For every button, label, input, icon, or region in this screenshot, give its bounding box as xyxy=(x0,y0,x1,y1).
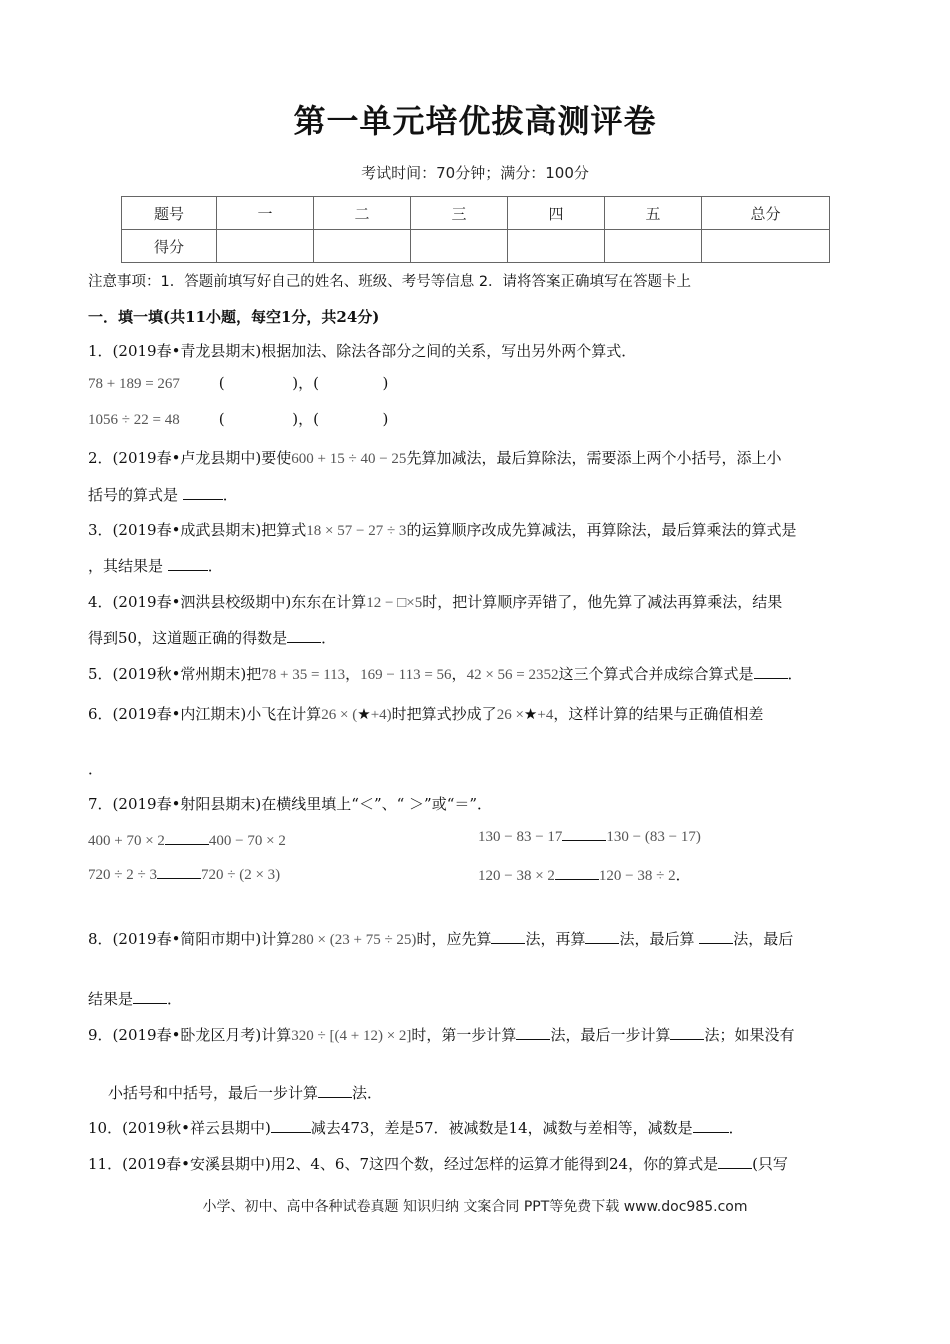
separator: ， xyxy=(451,665,467,683)
exam-info: 考试时间：70分钟；满分：100分 xyxy=(361,164,589,182)
question-end: ． xyxy=(88,760,104,778)
separator: ， xyxy=(345,665,361,683)
paren-close: ) xyxy=(292,374,299,392)
question-3 xyxy=(88,519,796,540)
answer-blank[interactable] xyxy=(287,628,321,643)
question-text: 得到50，这道题正确的得数是 xyxy=(88,629,288,647)
question-text: 括号的算式是 xyxy=(88,486,179,504)
question-end: ． xyxy=(675,866,691,884)
question-11 xyxy=(88,1153,788,1174)
score-header-cell: 四 xyxy=(508,197,605,230)
answer-blank[interactable] xyxy=(491,929,525,944)
question-text: 9．(2019春•卧龙区月考)计算 xyxy=(88,1026,292,1044)
question-text: 法，最后算 xyxy=(619,930,695,948)
answer-blank[interactable] xyxy=(168,556,208,571)
expression: 18 × 57 − 27 ÷ 3 xyxy=(306,523,407,539)
expression: 26 × xyxy=(496,707,524,723)
question-7-right-2 xyxy=(478,864,691,885)
question-text: 3．(2019春•成武县期末)把算式 xyxy=(88,521,307,539)
expression: 169 − 113 = 56 xyxy=(360,667,452,683)
paren-open: ( xyxy=(313,410,319,428)
question-text: 法． xyxy=(352,1084,383,1102)
question-text: 6．(2019春•内江期末)小飞在计算 xyxy=(88,705,322,723)
score-cell[interactable] xyxy=(314,230,411,263)
paren-open: ( xyxy=(218,374,225,392)
expression: +4) xyxy=(370,707,392,723)
question-text: 10．(2019秋•祥云县期中) xyxy=(88,1119,271,1137)
score-table-header-row xyxy=(122,197,830,230)
question-6 xyxy=(88,703,763,724)
question-4-cont xyxy=(88,627,336,648)
question-text: 5．(2019秋•常州期末)把 xyxy=(88,665,262,683)
answer-blank[interactable] xyxy=(699,929,733,944)
score-cell[interactable] xyxy=(217,230,314,263)
paren-open: ( xyxy=(313,374,319,392)
expression: 78 + 35 = 113 xyxy=(261,667,346,683)
question-text: 时，第一步计算 xyxy=(411,1026,517,1044)
question-end: ． xyxy=(321,629,337,647)
question-1-eq1-line xyxy=(88,372,388,393)
score-header-cell: 二 xyxy=(314,197,411,230)
answer-blank[interactable] xyxy=(718,1154,752,1169)
question-10 xyxy=(88,1117,744,1138)
answer-blank[interactable] xyxy=(693,1118,729,1133)
expression: 12 − □×5 xyxy=(366,595,423,611)
question-text: ，其结果是 xyxy=(88,557,164,575)
question-text: 结果是 xyxy=(88,990,134,1008)
question-text: 法，最后一步计算 xyxy=(550,1026,671,1044)
question-text: 时把算式抄成了 xyxy=(391,705,497,723)
question-end: ． xyxy=(222,486,238,504)
score-cell[interactable] xyxy=(508,230,605,263)
expression: 120 − 38 × 2 xyxy=(478,868,555,884)
answer-blank[interactable] xyxy=(754,664,788,679)
section-heading: 一．填一填(共11小题，每空1分，共24分) xyxy=(88,308,380,326)
page-title: 第一单元培优拔高测评卷 xyxy=(293,102,657,140)
question-4 xyxy=(88,591,782,612)
score-cell[interactable] xyxy=(605,230,702,263)
expression: 130 − (83 − 17) xyxy=(606,829,701,845)
expression: 720 ÷ (2 × 3) xyxy=(200,867,281,883)
expression: 400 + 70 × 2 xyxy=(88,833,165,849)
expression: 120 − 38 ÷ 2 xyxy=(598,868,676,884)
question-text: 这三个算式合并成综合算式是 xyxy=(558,665,754,683)
answer-blank[interactable] xyxy=(183,485,223,500)
paren-open: ( xyxy=(218,410,225,428)
question-2 xyxy=(88,447,781,468)
question-8-cont xyxy=(88,988,182,1009)
question-text: 减去473，差是57．被减数是14，减数与差相等，减数是 xyxy=(310,1119,693,1137)
expression: 280 × (23 + 75 ÷ 25) xyxy=(291,932,417,948)
question-7-left-2 xyxy=(88,864,280,884)
answer-blank[interactable] xyxy=(516,1025,550,1040)
question-3-cont xyxy=(88,555,223,576)
answer-blank[interactable] xyxy=(133,989,167,1004)
expression: 26 × ( xyxy=(321,707,358,723)
answer-blank[interactable] xyxy=(670,1025,704,1040)
compare-blank[interactable] xyxy=(157,864,201,879)
score-table-score-row xyxy=(122,230,830,263)
score-header-cell: 题号 xyxy=(122,197,217,230)
paren-close: ) xyxy=(382,374,389,392)
footer-ad: 小学、初中、高中各种试卷真题 知识归纳 文案合同 PPT等免费下载 www.doc985.com xyxy=(202,1199,748,1215)
question-end: ． xyxy=(207,557,223,575)
question-text: 小括号和中括号，最后一步计算 xyxy=(108,1084,319,1102)
score-cell[interactable] xyxy=(411,230,508,263)
question-end: ． xyxy=(167,990,183,1008)
question-text: 2．(2019春•卢龙县期中)要使 xyxy=(88,449,292,467)
question-5 xyxy=(88,663,803,684)
question-text: 法，最后 xyxy=(733,930,794,948)
question-1-eq2-line xyxy=(88,408,388,429)
question-text: 8．(2019春•简阳市期中)计算 xyxy=(88,930,292,948)
score-header-cell: 五 xyxy=(605,197,702,230)
question-7-left-1 xyxy=(88,830,286,850)
expression: 320 ÷ [(4 + 12) × 2] xyxy=(291,1028,412,1044)
expression: 130 − 83 − 17 xyxy=(478,829,563,845)
expression: 720 ÷ 2 ÷ 3 xyxy=(88,867,157,883)
question-text: 先算加减法，最后算除法，需要添上两个小括号，添上小 xyxy=(406,449,782,467)
question-1: 1．(2019春•青龙县期末)根据加法、除法各部分之间的关系，写出另外两个算式． xyxy=(88,342,637,360)
question-text: 时，把计算顺序弄错了，他先算了减法再算乘法，结果 xyxy=(422,593,783,611)
question-end: ． xyxy=(728,1119,744,1137)
score-row-label: 得分 xyxy=(122,230,217,263)
compare-blank[interactable] xyxy=(562,826,606,841)
question-text: (只写 xyxy=(752,1155,788,1173)
question-text: 11．(2019春•安溪县期中)用2、4、6、7这四个数，经过怎样的运算才能得到24，你的算式是 xyxy=(88,1155,719,1173)
expression: 600 + 15 ÷ 40 − 25 xyxy=(291,451,407,467)
question-end: ． xyxy=(787,665,803,683)
separator: ， xyxy=(298,374,314,392)
compare-blank[interactable] xyxy=(165,830,209,845)
answer-blank[interactable] xyxy=(585,929,619,944)
question-8 xyxy=(88,928,793,949)
question-text: ，这样计算的结果与正确值相差 xyxy=(553,705,764,723)
expression: +4 xyxy=(537,707,554,723)
question-text: 时，应先算 xyxy=(416,930,492,948)
question-text: 的运算顺序改成先算减法，再算除法，最后算乘法的算式是 xyxy=(406,521,797,539)
score-cell[interactable] xyxy=(702,230,830,263)
score-header-cell: 一 xyxy=(217,197,314,230)
question-7-right-1 xyxy=(478,826,701,846)
question-6-cont xyxy=(88,758,103,779)
notice: 注意事项：1．答题前填写好自己的姓名、班级、考号等信息 2．请将答案正确填写在答题卡上 xyxy=(88,274,692,290)
answer-blank[interactable] xyxy=(271,1118,311,1133)
question-9-cont xyxy=(108,1082,382,1103)
question-9 xyxy=(88,1024,794,1045)
expression: 42 × 56 = 2352 xyxy=(466,667,559,683)
star-icon: ★ xyxy=(523,705,538,723)
question-text: 法；如果没有 xyxy=(704,1026,795,1044)
question-2-cont xyxy=(88,484,238,505)
compare-blank[interactable] xyxy=(555,865,599,880)
equation: 78 + 189 = 267 xyxy=(88,376,180,392)
separator: ， xyxy=(298,410,314,428)
paren-close: ) xyxy=(292,410,299,428)
score-header-cell: 总分 xyxy=(702,197,830,230)
question-text: 4．(2019春•泗洪县校级期中)东东在计算 xyxy=(88,593,367,611)
star-icon: ★ xyxy=(357,705,371,723)
question-text: 法，再算 xyxy=(525,930,586,948)
answer-blank[interactable] xyxy=(318,1083,352,1098)
question-7: 7．(2019春•射阳县期末)在横线里填上“＜”、“ ＞”或“＝”． xyxy=(88,795,493,813)
score-table xyxy=(121,196,830,263)
equation: 1056 ÷ 22 = 48 xyxy=(88,412,180,428)
score-header-cell: 三 xyxy=(411,197,508,230)
paren-close: ) xyxy=(382,410,389,428)
expression: 400 − 70 × 2 xyxy=(208,833,286,849)
